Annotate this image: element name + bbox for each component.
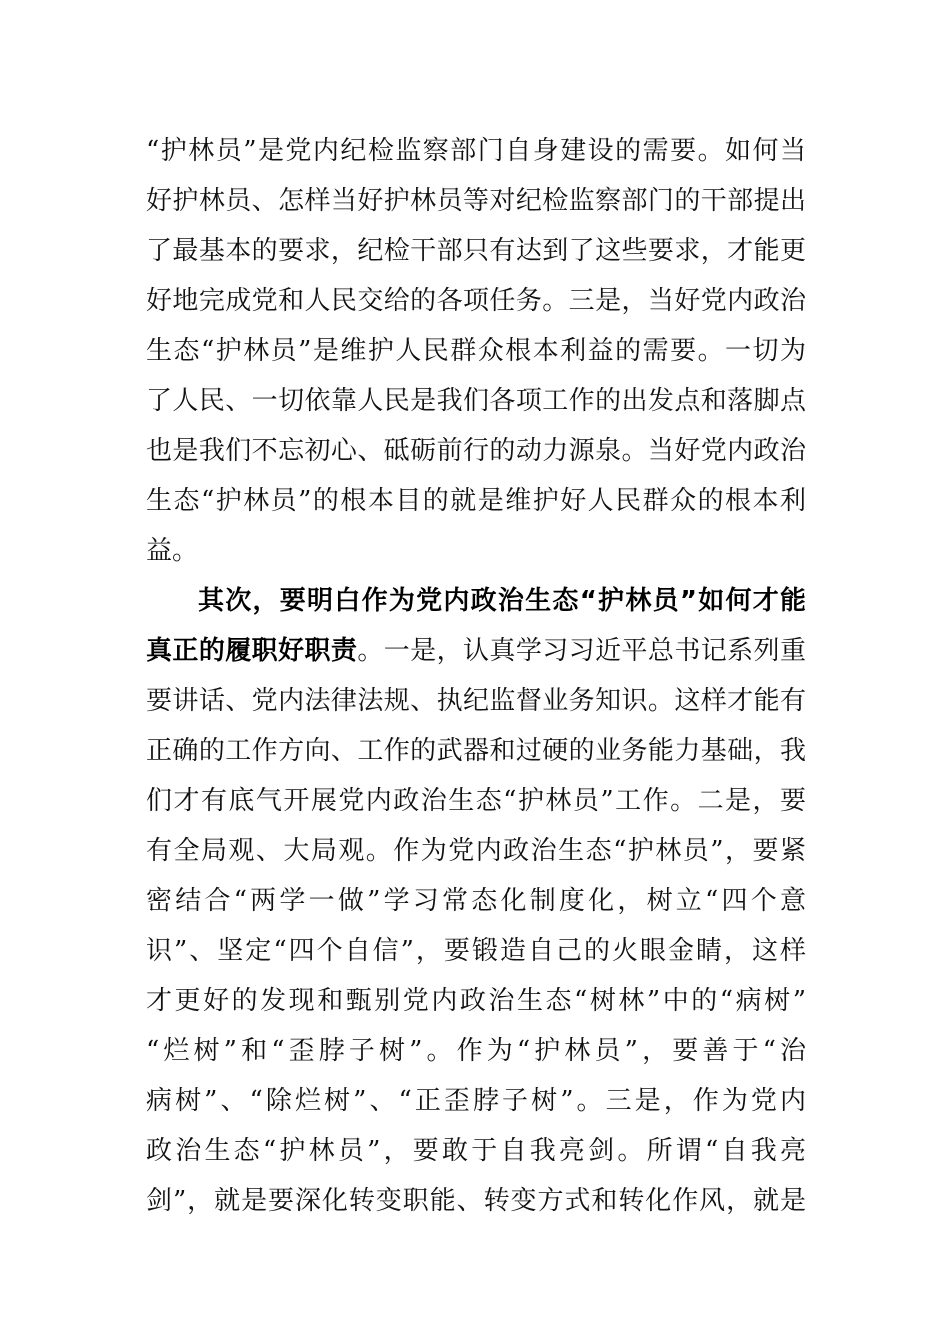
- text-line: “烂树”和“歪脖子树”。作为“护林员”，要善于“治: [146, 1036, 806, 1066]
- text-line: 密结合“两学一做”学习常态化制度化，树立“四个意: [146, 886, 806, 916]
- section-heading: 其次，要明白作为党内政治生态“护林员”如何才能: [198, 586, 806, 616]
- text-line: 才更好的发现和甄别党内政治生态“树林”中的“病树”: [146, 986, 806, 1016]
- text-line: 也是我们不忘初心、砥砺前行的动力源泉。当好党内政治: [146, 436, 806, 466]
- text-line-mixed: [146, 626, 806, 676]
- text-line: 生态“护林员”是维护人民群众根本利益的需要。一切为: [146, 336, 806, 366]
- text-line: 好地完成党和人民交给的各项任务。三是，当好党内政治: [146, 286, 806, 316]
- body-text: [146, 126, 806, 1226]
- text-line: 剑”，就是要深化转变职能、转变方式和转化作风，就是: [146, 1186, 806, 1216]
- text-line: 生态“护林员”的根本目的就是维护好人民群众的根本利: [146, 486, 806, 516]
- text-line: 要讲话、党内法律法规、执纪监督业务知识。这样才能有: [146, 686, 806, 716]
- text-line: 益。: [146, 536, 199, 566]
- text-line: 了最基本的要求，纪检干部只有达到了这些要求，才能更: [146, 236, 806, 266]
- text-line: 好护林员、怎样当好护林员等对纪检监察部门的干部提出: [146, 186, 806, 216]
- text-line: 有全局观、大局观。作为党内政治生态“护林员”，要紧: [146, 836, 806, 866]
- text-line: 识”、坚定“四个自信”，要锻造自己的火眼金睛，这样: [146, 936, 806, 966]
- section-heading-continued: 真正的履职好职责: [146, 636, 358, 666]
- text-span: 。一是，认真学习习近平总书记系列重: [357, 636, 806, 666]
- text-line: 们才有底气开展党内政治生态“护林员”工作。二是，要: [146, 786, 806, 816]
- text-line: 了人民、一切依靠人民是我们各项工作的出发点和落脚点: [146, 386, 806, 416]
- text-line: 病树”、“除烂树”、“正歪脖子树”。三是，作为党内: [146, 1086, 806, 1116]
- text-line: 正确的工作方向、工作的武器和过硬的业务能力基础，我: [146, 736, 806, 766]
- text-line: “护林员”是党内纪检监察部门自身建设的需要。如何当: [146, 136, 806, 166]
- text-line: 政治生态“护林员”，要敢于自我亮剑。所谓“自我亮: [146, 1136, 806, 1166]
